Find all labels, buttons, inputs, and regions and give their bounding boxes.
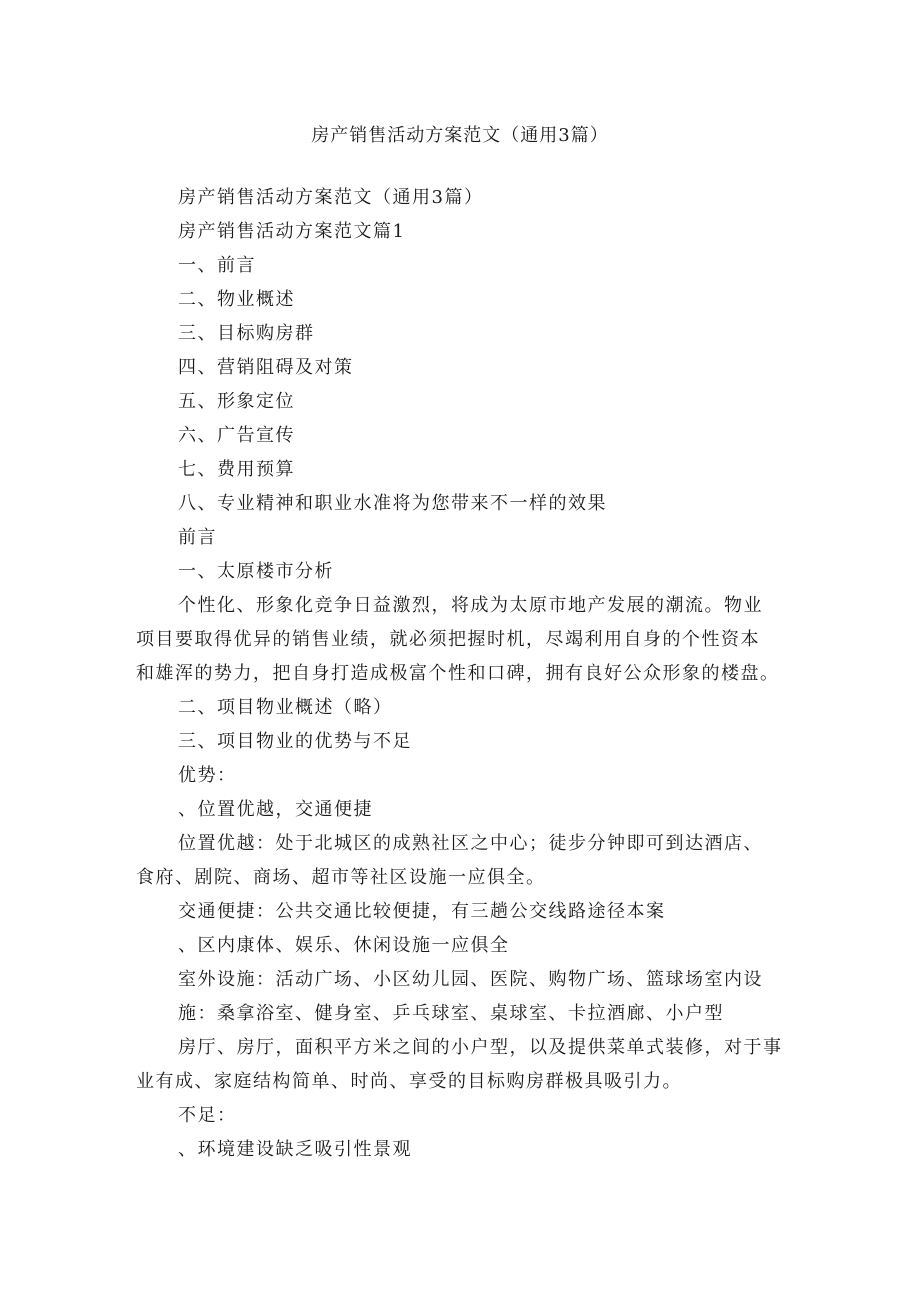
paragraph-line: 个性化、形象化竞争日益激烈，将成为太原市地产发展的潮流。物业 bbox=[178, 595, 763, 616]
paragraph-line: 二、项目物业概述（略） bbox=[178, 697, 393, 718]
paragraph-line: 、位置优越，交通便捷 bbox=[178, 799, 373, 820]
paragraph-line: 一、太原楼市分析 bbox=[178, 561, 334, 582]
paragraph-line: 房厅、房厅，面积平方米之间的小户型，以及提供菜单式装修，对于事 bbox=[178, 1037, 783, 1058]
paragraph-line: 三、目标购房群 bbox=[178, 323, 315, 344]
paragraph-line: 食府、剧院、商场、超市等社区设施一应俱全。 bbox=[136, 867, 546, 888]
paragraph-line: 七、费用预算 bbox=[178, 459, 295, 480]
paragraph-line: 优势： bbox=[178, 765, 237, 786]
paragraph-line: 六、广告宣传 bbox=[178, 425, 295, 446]
paragraph-line: 、区内康体、娱乐、休闲设施一应俱全 bbox=[178, 935, 510, 956]
paragraph-line: 位置优越：处于北城区的成熟社区之中心；徒步分钟即可到达酒店、 bbox=[178, 833, 763, 854]
paragraph-line: 施：桑拿浴室、健身室、乒乓球室、桌球室、卡拉酒廊、小户型 bbox=[178, 1003, 724, 1024]
document-title: 房产销售活动方案范文（通用3篇） bbox=[311, 125, 609, 146]
paragraph-line: 五、形象定位 bbox=[178, 391, 295, 412]
paragraph-line: 项目要取得优异的销售业绩，就必须把握时机，尽竭利用自身的个性资本 bbox=[136, 629, 760, 650]
paragraph-line: 四、营销阻碍及对策 bbox=[178, 357, 354, 378]
paragraph-line: 房产销售活动方案范文篇1 bbox=[178, 221, 406, 242]
paragraph-line: 室外设施：活动广场、小区幼儿园、医院、购物广场、篮球场室内设 bbox=[178, 969, 763, 990]
paragraph-line: 房产销售活动方案范文（通用3篇） bbox=[178, 187, 484, 208]
paragraph-line: 前言 bbox=[178, 527, 217, 548]
paragraph-line: 八、专业精神和职业水准将为您带来不一样的效果 bbox=[178, 493, 607, 514]
paragraph-line: 业有成、家庭结构简单、时尚、享受的目标购房群极具吸引力。 bbox=[136, 1071, 682, 1092]
paragraph-line: 一、前言 bbox=[178, 255, 256, 276]
paragraph-line: 三、项目物业的优势与不足 bbox=[178, 731, 412, 752]
paragraph-line: 交通便捷：公共交通比较便捷，有三趟公交线路途径本案 bbox=[178, 901, 666, 922]
paragraph-line: 、环境建设缺乏吸引性景观 bbox=[178, 1139, 412, 1160]
paragraph-line: 不足： bbox=[178, 1105, 237, 1126]
paragraph-line: 二、物业概述 bbox=[178, 289, 295, 310]
paragraph-line: 和雄浑的势力，把自身打造成极富个性和口碑，拥有良好公众形象的楼盘。 bbox=[136, 663, 780, 684]
document-body bbox=[136, 181, 796, 1167]
